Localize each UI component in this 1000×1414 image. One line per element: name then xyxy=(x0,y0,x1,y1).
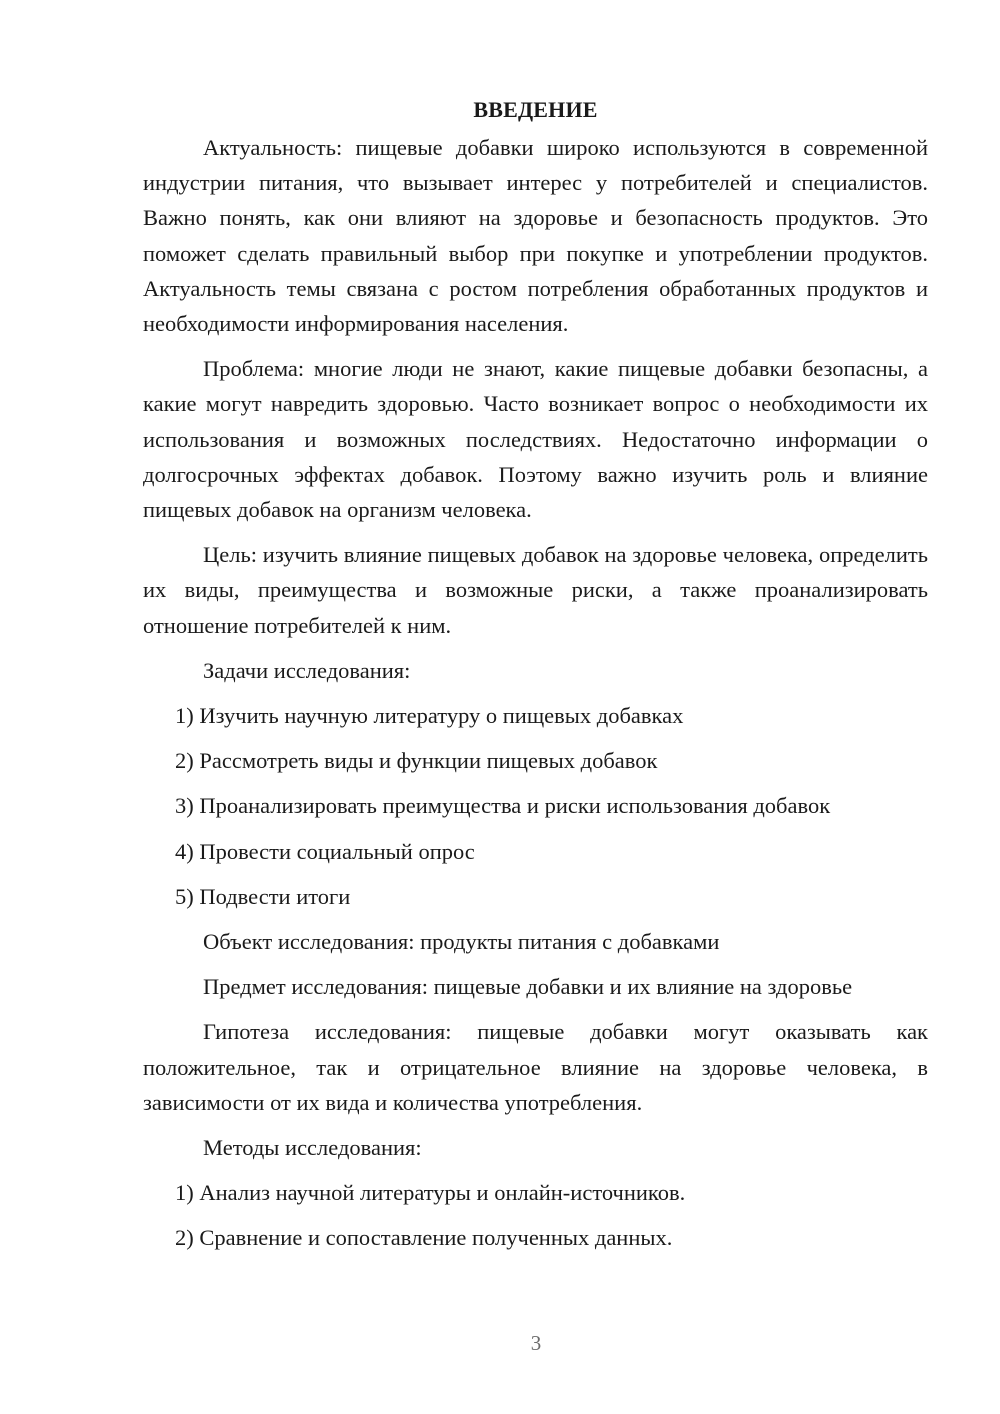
method-item: 1) Анализ научной литературы и онлайн-источников. xyxy=(175,1180,686,1206)
task-item: 3) Проанализировать преимущества и риски использования добавок xyxy=(175,793,831,819)
task-item: 1) Изучить научную литературу о пищевых добавках xyxy=(175,703,684,729)
problem-paragraph: Проблема: многие люди не знают, какие пищевые добавки безопасны, а какие могут навредить здоровью. Часто возникает вопрос о необходимости их использования и возможных последствиях. Недостаточно информации о долгосрочных эффектах добавок. Поэтому важно изучить роль и влияние пищевых добавок на организм человека. xyxy=(143,356,928,523)
tasks-heading: Задачи исследования: xyxy=(203,657,411,683)
hypothesis-paragraph: Гипотеза исследования: пищевые добавки могут оказывать как положительное, так и отрицательное влияние на здоровье человека, в зависимости от их вида и количества употребления. xyxy=(143,1019,928,1115)
research-object: Объект исследования: продукты питания с добавками xyxy=(203,929,720,955)
task-item: 5) Подвести итоги xyxy=(175,883,351,909)
page-number: 3 xyxy=(530,1331,542,1355)
actuality-paragraph: Актуальность: пищевые добавки широко используются в современной индустрии питания, что вызывает интерес у потребителей и специалистов. Важно понять, как они влияют на здоровье и безопасность продуктов. Это поможет сделать правильный выбор при покупке и употреблении продуктов. Актуальность темы связана с ростом потребления обработанных продуктов и необходимости информирования населения. xyxy=(143,135,928,337)
task-item: 4) Провести социальный опрос xyxy=(175,838,475,864)
methods-heading: Методы исследования: xyxy=(203,1135,422,1161)
task-item: 2) Рассмотреть виды и функции пищевых добавок xyxy=(175,748,658,774)
goal-paragraph: Цель: изучить влияние пищевых добавок на здоровье человека, определить их виды, преимущества и возможные риски, а также проанализировать отношение потребителей к ним. xyxy=(143,542,928,638)
document-page xyxy=(143,92,928,1266)
section-title: ВВЕДЕНИЕ xyxy=(473,97,598,122)
method-item: 2) Сравнение и сопоставление полученных данных. xyxy=(175,1225,673,1251)
research-subject: Предмет исследования: пищевые добавки и их влияние на здоровье xyxy=(203,974,853,1000)
